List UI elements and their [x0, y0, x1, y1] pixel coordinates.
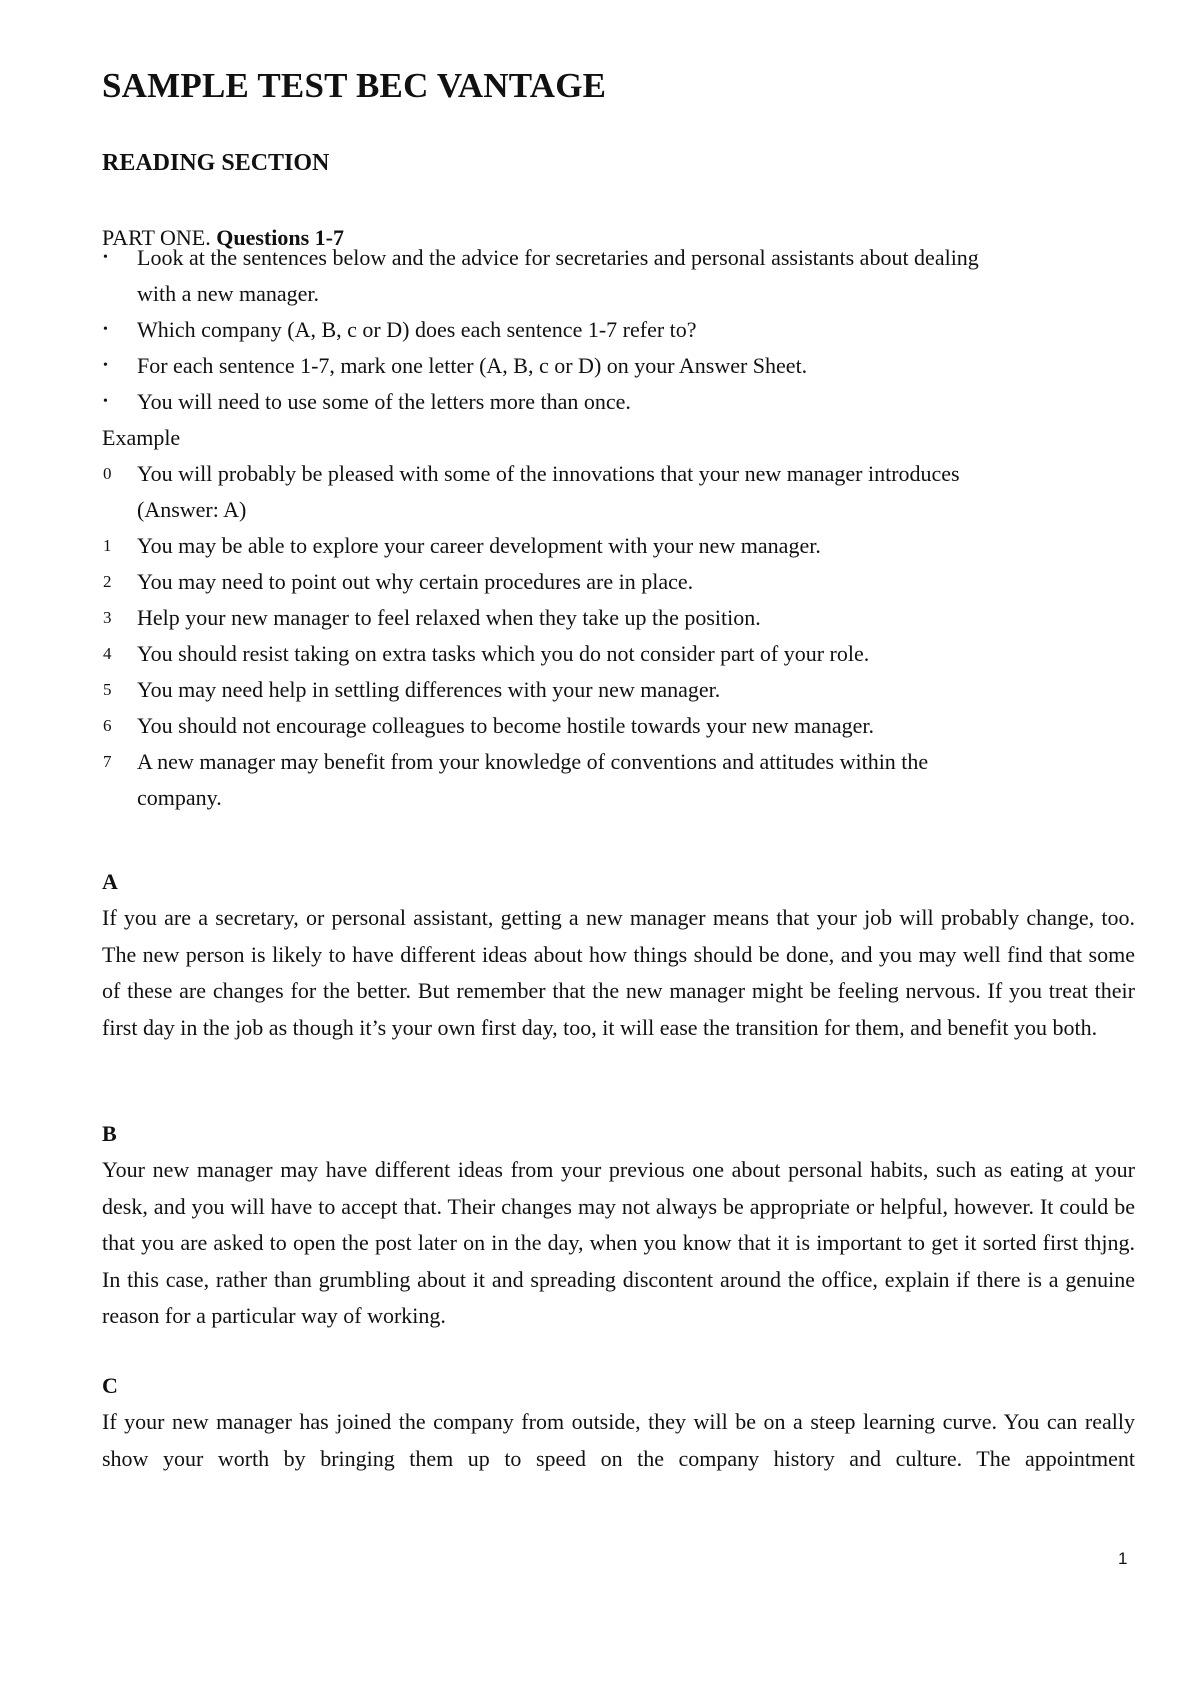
item-number: 3: [103, 608, 112, 627]
item-text: (Answer: A): [137, 497, 247, 522]
page-number: 1: [1118, 1549, 1128, 1568]
item-text: company.: [137, 785, 222, 810]
passage-text: Your new manager may have different ideas from your previous one about personal habits, such as eating at your desk, and you will have to accept that. Their changes may not always be appropriate or helpful, however. It could be that you are asked to open the post later on in the day, when you know that it is important to get it sorted first thjng. In this case, rather than grumbling about it and spreading discontent around the office, explain if there is a genuine reason for a particular way of working.: [102, 1157, 1135, 1328]
item-number: 4: [103, 644, 112, 663]
bullet-icon: •: [103, 322, 108, 337]
part-label: PART ONE.: [102, 225, 211, 250]
bullet-icon: •: [103, 394, 108, 409]
instruction-line: You will need to use some of the letters more than once.: [137, 389, 631, 414]
item-text: You should not encourage colleagues to become hostile towards your new manager.: [137, 713, 875, 738]
bullet-icon: •: [103, 358, 108, 373]
item-number: 0: [103, 464, 112, 483]
item-text: A new manager may benefit from your knowledge of conventions and attitudes within the: [137, 749, 929, 774]
bullet-icon: •: [103, 250, 108, 265]
item-text: You will probably be pleased with some of the innovations that your new manager introduces: [137, 461, 960, 486]
instruction-line: Which company (A, B, c or D) does each sentence 1-7 refer to?: [137, 317, 697, 342]
item-text: You should resist taking on extra tasks which you do not consider part of your role.: [137, 641, 870, 666]
item-text: Help your new manager to feel relaxed when they take up the position.: [137, 605, 761, 630]
item-text: You may need help in settling differences with your new manager.: [137, 677, 721, 702]
passage-letter: A: [102, 869, 118, 894]
item-text: You may be able to explore your career development with your new manager.: [137, 533, 821, 558]
instruction-line: Look at the sentences below and the advice for secretaries and personal assistants about dealing: [137, 245, 979, 270]
instruction-line: For each sentence 1-7, mark one letter (A, B, c or D) on your Answer Sheet.: [137, 353, 808, 378]
item-number: 7: [103, 752, 112, 771]
part-questions: Questions 1-7: [216, 225, 344, 250]
passage-letter: B: [102, 1121, 117, 1146]
section-heading: READING SECTION: [102, 150, 330, 176]
instruction-line: with a new manager.: [137, 281, 320, 306]
item-text: You may need to point out why certain procedures are in place.: [137, 569, 694, 594]
passage-text: If your new manager has joined the company from outside, they will be on a steep learning curve. You can really show your worth by bringing them up to speed on the company history and culture. The appointment: [102, 1409, 1135, 1471]
item-number: 6: [103, 716, 112, 735]
item-number: 2: [103, 572, 112, 591]
item-number: 5: [103, 680, 112, 699]
passage-letter: C: [102, 1373, 118, 1398]
example-label: Example: [102, 425, 181, 450]
document-title: SAMPLE TEST BEC VANTAGE: [102, 66, 607, 105]
passage-text: If you are a secretary, or personal assistant, getting a new manager means that your job will probably change, too. The new person is likely to have different ideas about how things should be done, and you may well find that some of these are changes for the better. But remember that the new manager might be feeling nervous. If you treat their first day in the job as though it’s your own first day, too, it will ease the transition for them, and benefit you both.: [102, 905, 1135, 1040]
item-number: 1: [103, 536, 112, 555]
